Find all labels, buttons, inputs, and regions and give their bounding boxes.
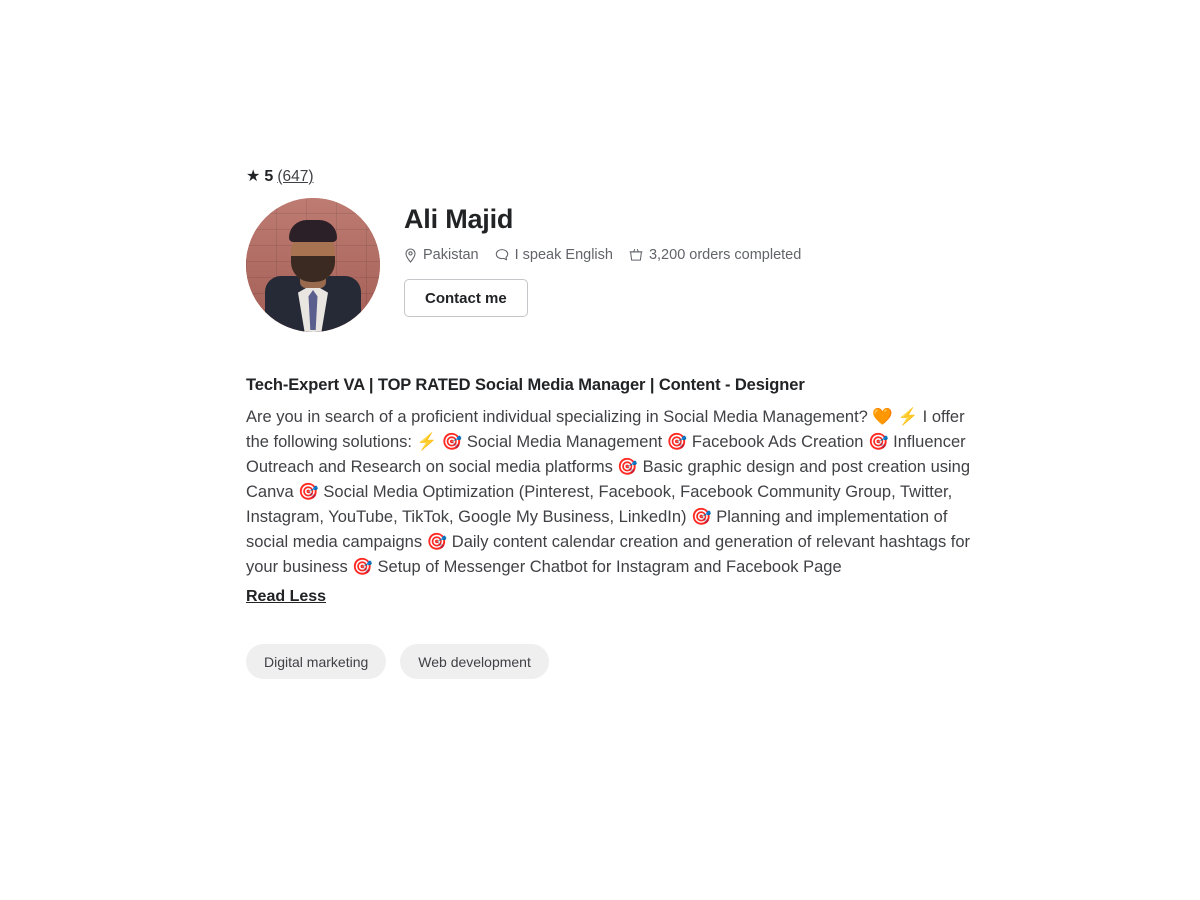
meta-orders-label: 3,200 orders completed — [648, 247, 802, 264]
meta-language — [495, 247, 613, 263]
profile-info — [404, 198, 801, 317]
shopping-basket-icon — [629, 248, 643, 262]
rating-row — [246, 168, 1006, 186]
speech-bubble-icon — [495, 248, 509, 262]
page-title: Ali Majid — [404, 204, 514, 234]
avatar[interactable] — [246, 198, 380, 332]
read-less-toggle[interactable]: Read Less — [246, 588, 327, 605]
description-body: Are you in search of a proficient individual specializing in Social Media Management? 🧡 ⚡ I offer the following solutions: ⚡ 🎯 Social Media Management 🎯 Facebook Ads Creation 🎯 Influencer Outreach and Research on social media platforms 🎯 Basic graphic design and post creation using Canva 🎯 Social Media Optimization (Pinterest, Facebook, Facebook Community Group, Twitter, Instagram, YouTube, TikTok, Google My Business, LinkedIn) 🎯 Planning and implementation of social media campaigns 🎯 Daily content calendar creation and generation of relevant hashtags for your business 🎯 Setup of Messenger Chatbot for Instagram and Facebook Page — [246, 408, 971, 576]
profile-meta — [404, 247, 801, 263]
tag-chip[interactable]: Digital marketing — [246, 644, 386, 679]
tag-chip[interactable]: Web development — [400, 644, 549, 679]
description-title: Tech-Expert VA | TOP RATED Social Media Manager | Content - Designer — [246, 376, 805, 394]
rating-value: 5 — [264, 168, 274, 185]
avatar-portrait — [265, 228, 361, 332]
profile-description — [246, 376, 988, 606]
star-icon: ★ — [246, 168, 261, 185]
location-pin-icon — [404, 248, 417, 263]
profile-header — [246, 198, 1006, 332]
meta-language-label: I speak English — [514, 247, 613, 264]
skill-tags — [246, 644, 1006, 679]
rating-count-link[interactable]: (647) — [277, 168, 314, 185]
meta-orders — [629, 247, 801, 263]
seller-profile-card — [246, 168, 1006, 679]
meta-location — [404, 247, 479, 263]
contact-me-button[interactable]: Contact me — [404, 279, 528, 317]
meta-location-label: Pakistan — [423, 247, 479, 264]
